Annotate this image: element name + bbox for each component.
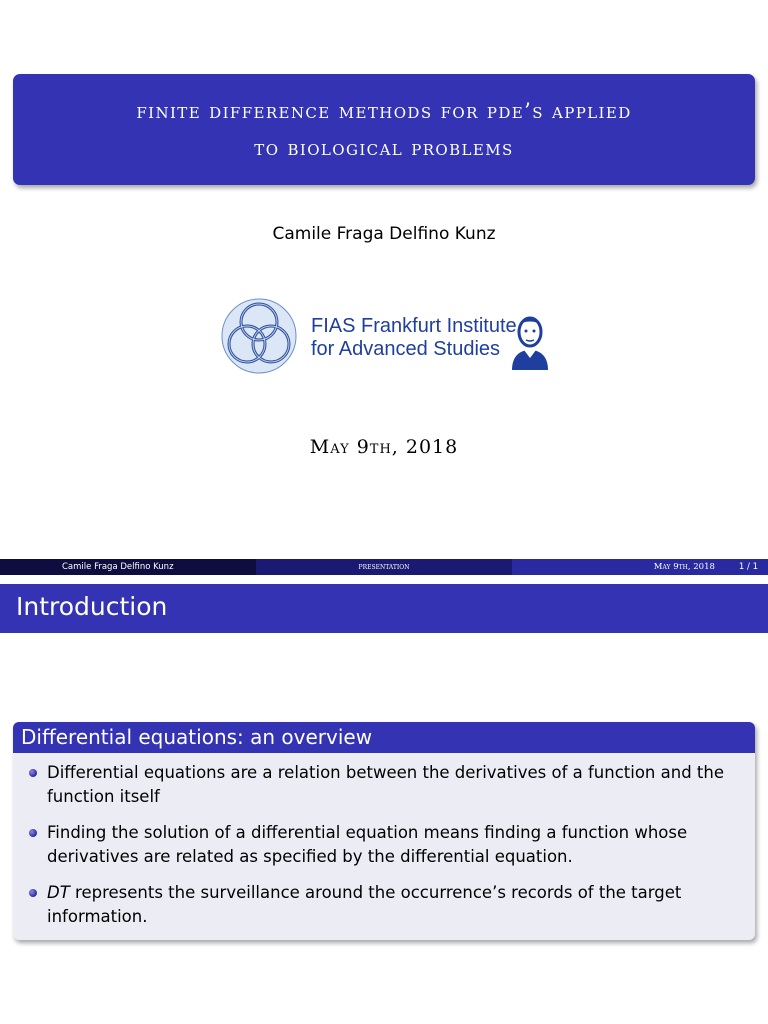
footer-page-number: 1 / 1	[738, 562, 758, 572]
author-name: Camile Fraga Delfino Kunz	[272, 224, 496, 244]
list-item	[29, 821, 745, 869]
list-item-text	[47, 881, 745, 929]
fias-emblem-icon	[222, 299, 296, 373]
fias-logo	[219, 296, 554, 376]
block-body	[13, 753, 755, 929]
block-title: Differential equations: an overview	[13, 722, 755, 753]
list-item	[29, 761, 745, 809]
title-line-2: to biological problems	[254, 135, 514, 160]
frame-title: Introduction	[0, 584, 768, 633]
logo-text-line-2: for Advanced Studies	[311, 338, 501, 360]
footer-bar	[0, 559, 768, 575]
title-line-1: finite difference methods for pde’s applied	[136, 98, 632, 123]
presentation-date: May 9th, 2018	[309, 436, 459, 458]
list-item-text-rest: represents the surveillance around the occurrence’s records of the target information.	[47, 883, 682, 926]
bullet-icon	[29, 769, 37, 777]
footer-author: Camile Fraga Delfino Kunz	[0, 559, 256, 575]
list-item-text: Finding the solution of a differential equation means finding a function whose derivatives are related as specified by the differential equation.	[47, 823, 688, 866]
list-item	[29, 881, 745, 929]
math-symbol: DT	[47, 883, 70, 902]
portrait-icon	[512, 318, 548, 370]
footer-date: May 9th, 2018	[653, 562, 715, 572]
bullet-icon	[29, 889, 37, 897]
footer-title: presentation	[256, 559, 512, 575]
title-block	[13, 74, 755, 185]
overview-block	[13, 722, 755, 940]
list-item-text: Differential equations are a relation between the derivatives of a function and the function itself	[47, 763, 724, 806]
bullet-icon	[29, 829, 37, 837]
logo-text-line-1: FIAS Frankfurt Institute	[311, 315, 517, 337]
footer-right	[512, 559, 768, 575]
